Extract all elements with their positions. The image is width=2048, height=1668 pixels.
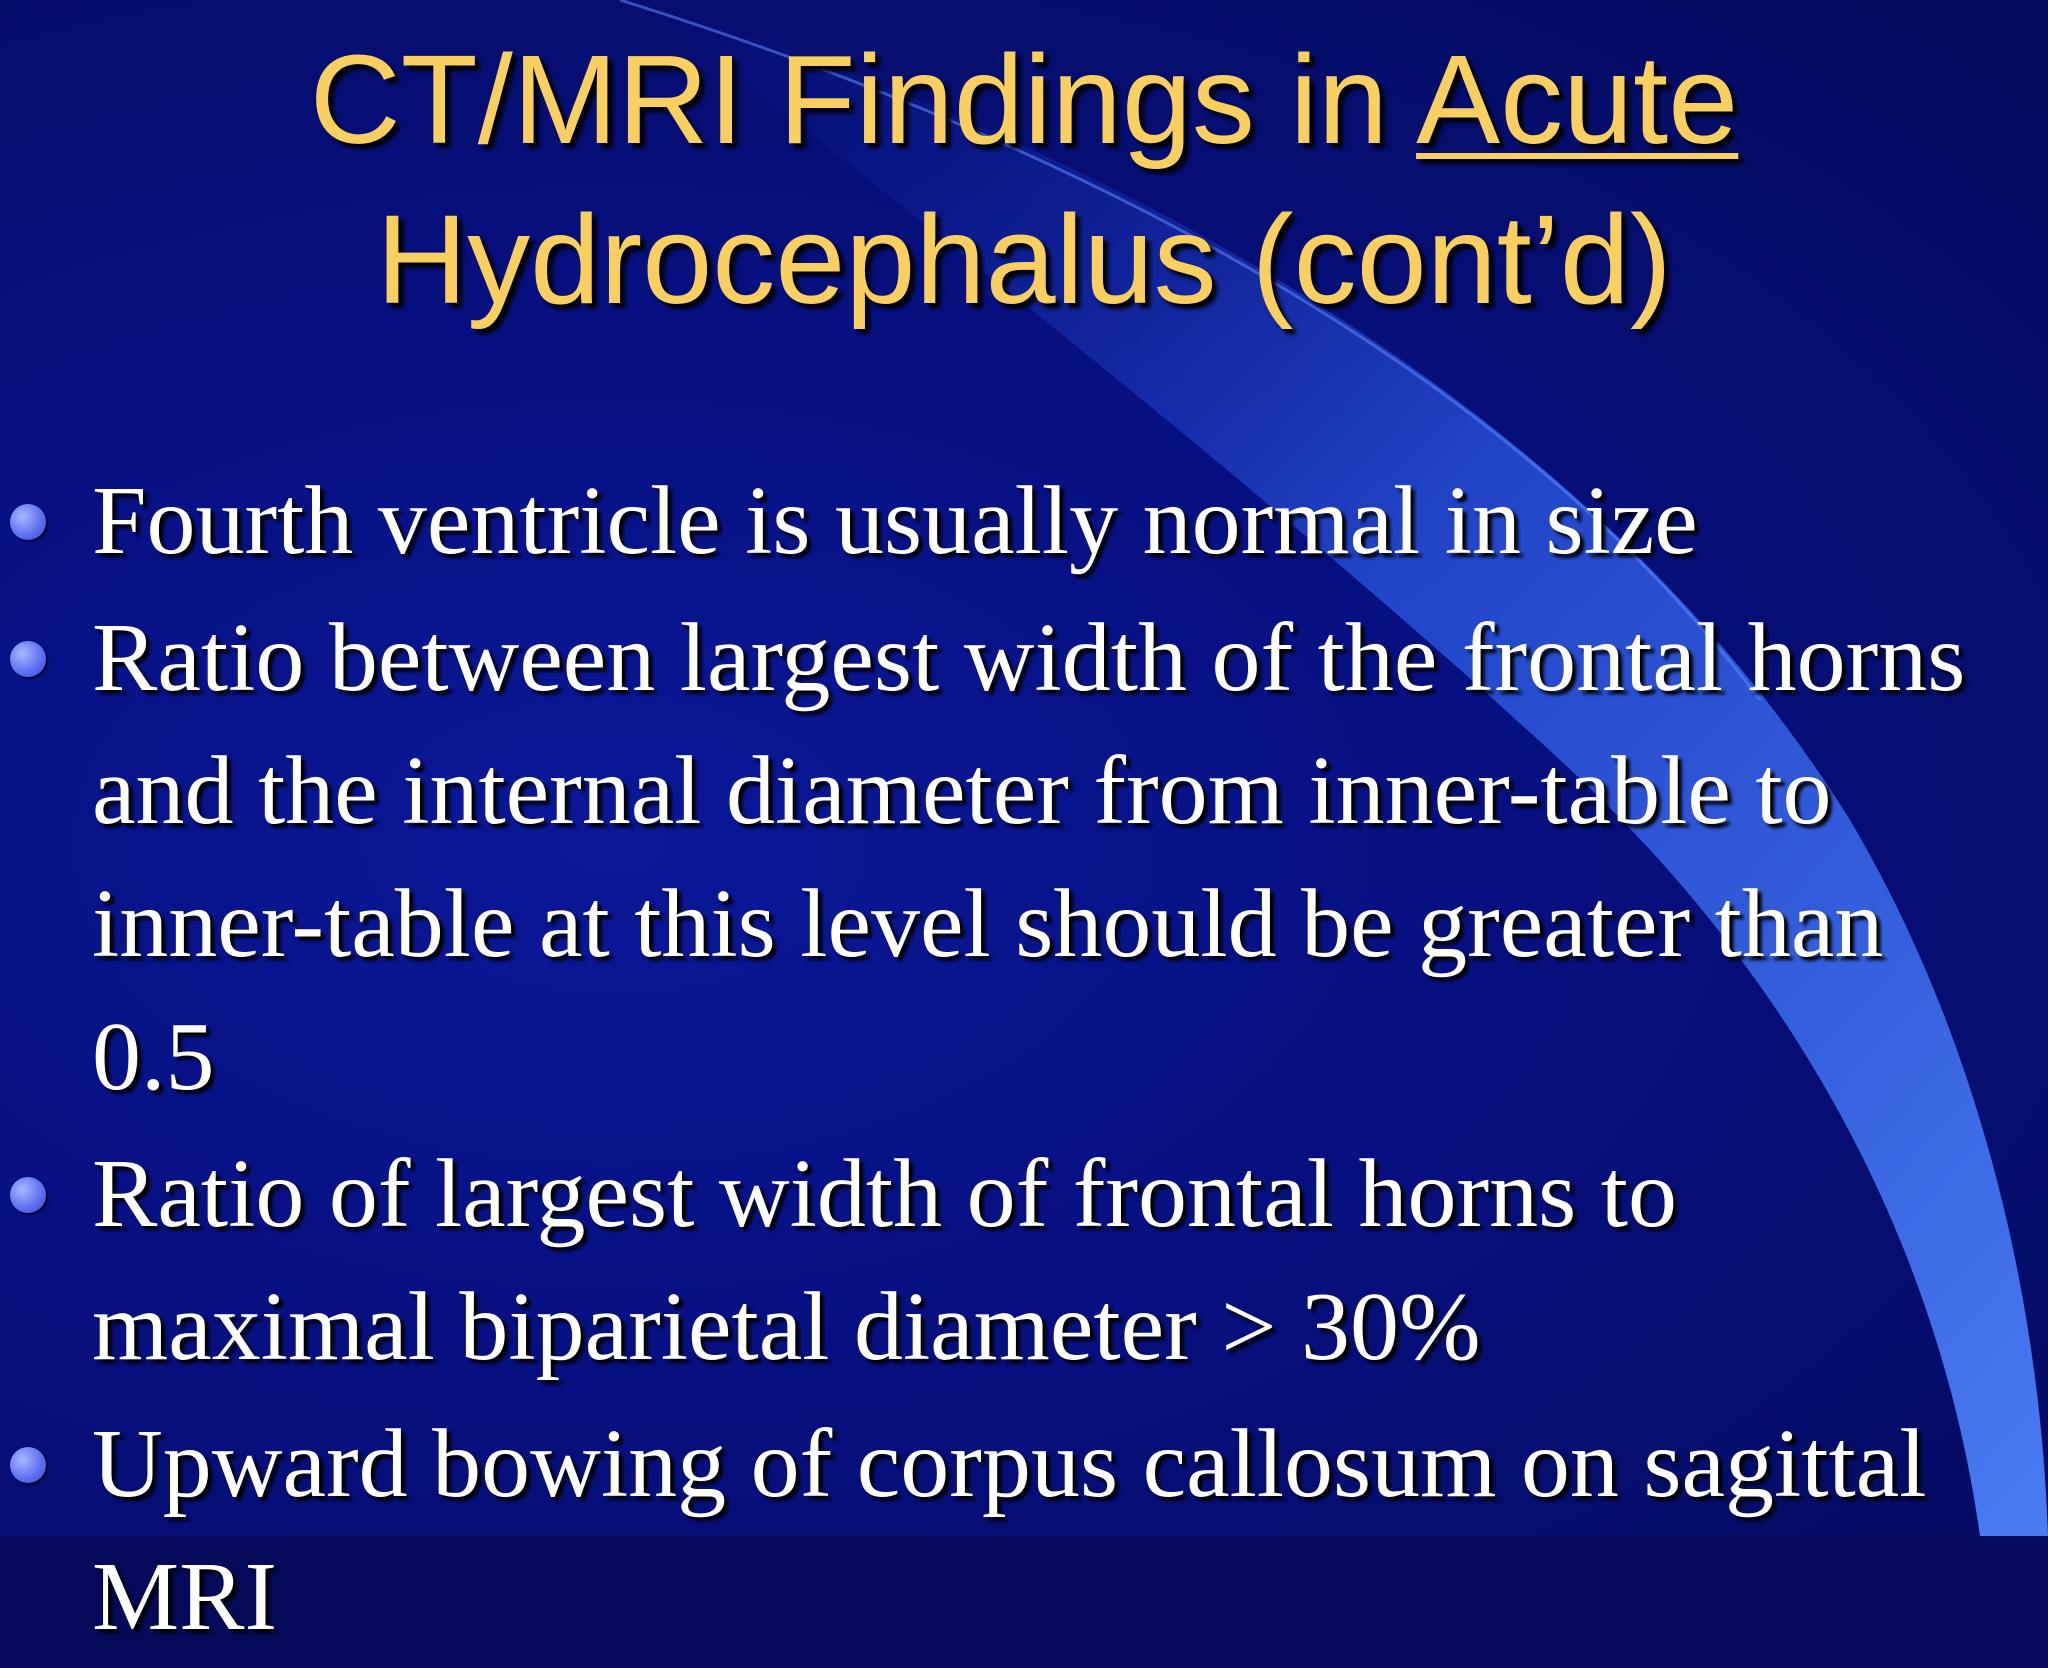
bullet-text: Fourth ventricle is usually normal in size [92, 467, 1698, 575]
bullet-list [0, 455, 2048, 1668]
slide-title [0, 20, 2048, 340]
bullet-item [0, 1398, 2048, 1664]
bullet-icon [10, 1447, 46, 1483]
title-line-1-prefix: CT/MRI Findings in [309, 29, 1417, 170]
title-line-1 [0, 20, 2048, 180]
bullet-text: Ratio of largest width of frontal horns to maximal biparietal diameter > 30% [92, 1140, 1677, 1381]
bullet-item [0, 1128, 2048, 1394]
bullet-icon [10, 504, 46, 540]
bullet-icon [10, 641, 46, 677]
bullet-icon [10, 1177, 46, 1213]
title-underlined-word: Acute [1416, 29, 1739, 170]
title-line-2: Hydrocephalus (cont’d) [376, 189, 1672, 330]
bullet-item [0, 592, 2048, 1124]
bullet-text: Upward bowing of corpus callosum on sagittal MRI [92, 1410, 1927, 1651]
bullet-text: Ratio between largest width of the frontal horns and the internal diameter from inner-table to inner-table at this level should be greater than 0.5 [92, 604, 1966, 1111]
bullet-item [0, 455, 2048, 588]
